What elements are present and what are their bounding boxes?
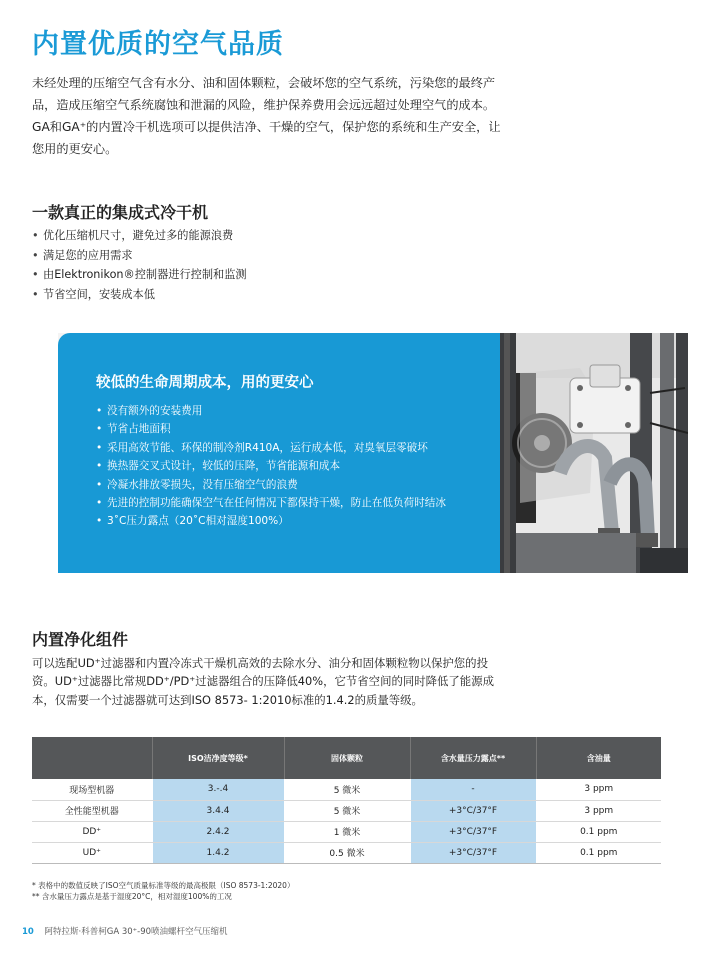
table-cell: DD⁺ bbox=[32, 821, 152, 842]
table-cell: 3 ppm bbox=[536, 779, 661, 800]
section-heading-integrated-dryer: 一款真正的集成式冷干机 bbox=[32, 203, 209, 222]
lifecycle-cost-panel bbox=[58, 333, 500, 573]
dryer-photo bbox=[500, 333, 688, 573]
table-header bbox=[32, 737, 152, 779]
footer-text: 阿特拉斯·科普柯GA 30⁺-90喷油螺杆空气压缩机 bbox=[44, 927, 228, 937]
table-row bbox=[32, 821, 661, 842]
footnote: ** 含水量压力露点是基于湿度20°C，相对湿度100%的工况 bbox=[32, 892, 232, 901]
table-cell: +3°C/37°F bbox=[410, 842, 536, 863]
intro-paragraph: 未经处理的压缩空气含有水分、油和固体颗粒，会破坏您的空气系统，污染您的最终产品，造成压缩空气系统腐蚀和泄漏的风险，维护保养费用会远远超过处理空气的成本。GA和GA⁺的内置冷干机选项可以提供洁净、干燥的空气，保护您的系统和生产安全，让您用的更安心。 bbox=[32, 76, 501, 156]
purification-paragraph: 可以选配UD⁺过滤器和内置冷冻式干燥机高效的去除水分、油分和固体颗粒物以保护您的投资。UD⁺过滤器比常规DD⁺/PD⁺过滤器组合的压降低40%，它节省空间的同时降低了能源成本，仅需要一个过滤器就可达到ISO 8573- 1:2010标准的1.4.2的质量等级。 bbox=[32, 656, 494, 707]
list-item: • 冷凝水排放零损失，没有压缩空气的浪费 bbox=[96, 476, 466, 494]
table-header: 含油量 bbox=[536, 737, 661, 779]
list-item: • 换热器交叉式设计，较低的压降，节省能源和成本 bbox=[96, 457, 466, 475]
table-header: 固体颗粒 bbox=[284, 737, 410, 779]
list-item: • 由Elektronikon®控制器进行控制和监测 bbox=[32, 265, 452, 285]
list-item: • 采用高效节能、环保的制冷剂R410A，运行成本低，对臭氧层零破坏 bbox=[96, 439, 466, 457]
table-cell: 3.4.4 bbox=[152, 800, 284, 821]
table-cell: 5 微米 bbox=[284, 779, 410, 800]
table-cell: 3 ppm bbox=[536, 800, 661, 821]
list-item: • 满足您的应用需求 bbox=[32, 246, 452, 266]
integrated-dryer-list bbox=[32, 226, 452, 304]
table-row bbox=[32, 800, 661, 821]
table-cell: 1 微米 bbox=[284, 821, 410, 842]
table-cell: +3°C/37°F bbox=[410, 821, 536, 842]
table-cell: 3.-.4 bbox=[152, 779, 284, 800]
list-item: • 先进的控制功能确保空气在任何情况下都保持干燥，防止在低负荷时结冰 bbox=[96, 494, 466, 512]
table-row bbox=[32, 842, 661, 863]
table-cell: - bbox=[410, 779, 536, 800]
table-cell: UD⁺ bbox=[32, 842, 152, 863]
table-cell: +3°C/37°F bbox=[410, 800, 536, 821]
table-notes bbox=[32, 880, 294, 902]
list-item: • 节省空间，安装成本低 bbox=[32, 285, 452, 305]
quality-table bbox=[32, 737, 661, 864]
table-cell: 0.1 ppm bbox=[536, 821, 661, 842]
table-cell: 现场型机器 bbox=[32, 779, 152, 800]
table-header: ISO洁净度等级* bbox=[152, 737, 284, 779]
table-cell: 0.1 ppm bbox=[536, 842, 661, 863]
table-cell: 全性能型机器 bbox=[32, 800, 152, 821]
panel-heading: 较低的生命周期成本，用的更安心 bbox=[96, 375, 314, 391]
page-number: 10 bbox=[22, 927, 34, 937]
table-header: 含水量压力露点** bbox=[410, 737, 536, 779]
table-cell: 2.4.2 bbox=[152, 821, 284, 842]
table-cell: 1.4.2 bbox=[152, 842, 284, 863]
list-item: • 3˚C压力露点（20˚C相对湿度100%） bbox=[96, 512, 466, 530]
list-item: • 没有额外的安装费用 bbox=[96, 402, 466, 420]
section-heading-purification: 内置净化组件 bbox=[32, 630, 129, 649]
lifecycle-cost-list bbox=[96, 402, 466, 531]
table-cell: 5 微米 bbox=[284, 800, 410, 821]
table-cell: 0.5 微米 bbox=[284, 842, 410, 863]
page-footer bbox=[22, 925, 228, 937]
page-title: 内置优质的空气品质 bbox=[32, 29, 284, 60]
list-item: • 优化压缩机尺寸，避免过多的能源浪费 bbox=[32, 226, 452, 246]
table-row bbox=[32, 779, 661, 800]
list-item: • 节省占地面积 bbox=[96, 420, 466, 438]
footnote: * 表格中的数值反映了ISO空气质量标准等级的最高极限（ISO 8573-1:2020） bbox=[32, 881, 295, 890]
